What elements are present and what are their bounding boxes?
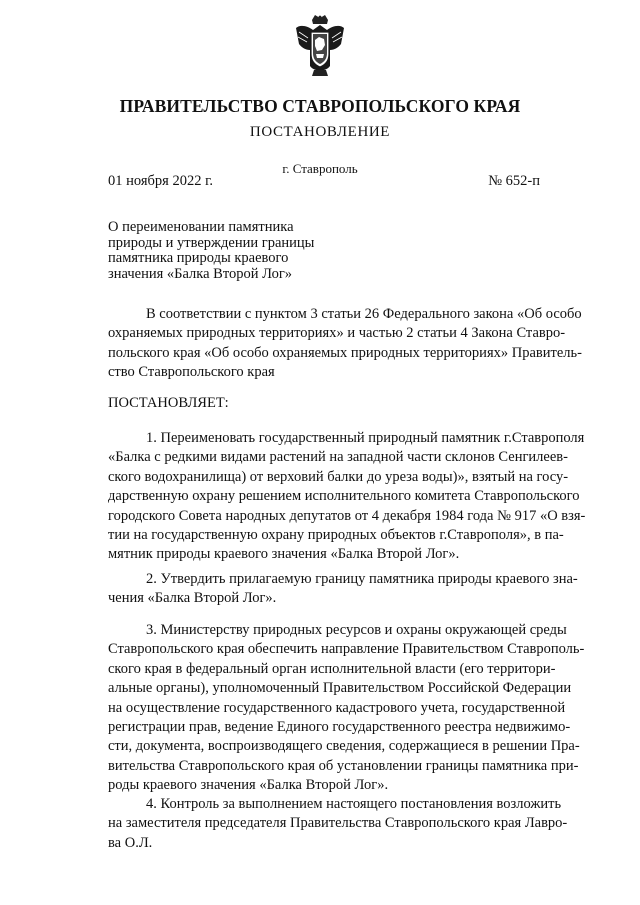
text-line: чения «Балка Второй Лог». [108, 590, 277, 607]
item-2 [108, 570, 578, 609]
text-line: «Балка с редкими видами растений на западной части склонов Сенгилеев- [108, 449, 568, 466]
text-line: 2. Утвердить прилагаемую границу памятника природы краевого зна- [146, 571, 578, 587]
text-line: 4. Контроль за выполнением настоящего постановления возложить [146, 796, 562, 812]
document-number: № 652-п [488, 173, 540, 189]
text-line: польского края «Об особо охраняемых природных территориях» Правитель- [108, 344, 582, 361]
text-line: тии на государственную охрану природных объектов г.Ставрополя», в па- [108, 526, 564, 543]
document-subject [108, 220, 348, 282]
text-line: городского Совета народных депутатов от 4 декабря 1984 года № 917 «О взя- [108, 507, 586, 524]
text-line: на осуществление государственного кадастрового учета, государственной [108, 699, 566, 716]
text-line: охраняемых природных территориях» и частью 2 статьи 4 Закона Ставро- [108, 325, 566, 342]
subject-line: О переименовании памятника [108, 219, 294, 235]
subject-line: значения «Балка Второй Лог» [108, 265, 293, 282]
text-line: ского края в федеральный орган исполнительной власти (его территори- [108, 660, 556, 677]
coat-of-arms-icon [294, 14, 346, 78]
text-line: ва О.Л. [108, 834, 153, 851]
text-line: сти, документа, воспроизводящего сведения, содержащиеся в решении Пра- [108, 738, 580, 755]
text-line: ского водохранилища) от верховий балки до уреза воды)», взятый на госу- [108, 468, 569, 485]
text-line: В соответствии с пунктом 3 статьи 26 Федерального закона «Об особо [146, 306, 582, 322]
item-4 [108, 795, 568, 853]
preamble [108, 305, 582, 383]
text-line: вительства Ставропольского края об установлении границы памятника при- [108, 757, 579, 774]
text-line: дарственную охрану решением исполнительного комитета Ставропольского [108, 488, 580, 505]
document-type: ПОСТАНОВЛЕНИЕ [249, 124, 391, 140]
text-line: ство Ставропольского края [108, 364, 275, 381]
document-date: 01 ноября 2022 г. [108, 173, 214, 189]
item-1 [108, 429, 586, 565]
resolve-heading: ПОСТАНОВЛЯЕТ: [108, 395, 229, 411]
text-line: альные органы), уполномоченный Правительством Российской Федерации [108, 680, 572, 697]
subject-line: памятника природы краевого [108, 250, 289, 266]
government-title: ПРАВИТЕЛЬСТВО СТАВРОПОЛЬСКОГО КРАЯ [119, 96, 521, 116]
text-line: Ставропольского края обеспечить направление Правительством Ставрополь- [108, 641, 585, 658]
text-line: регистрации прав, ведение Единого государственного реестра недвижимо- [108, 718, 571, 735]
text-line: на заместителя председателя Правительства Ставропольского края Лавро- [108, 815, 568, 832]
text-line: мятник природы краевого значения «Балка Второй Лог». [108, 546, 460, 563]
text-line: 3. Министерству природных ресурсов и охраны окружающей среды [146, 622, 567, 638]
city: г. Ставрополь [282, 161, 358, 176]
text-line: роды краевого значения «Балка Второй Лог». [108, 777, 389, 794]
item-3 [108, 621, 585, 796]
subject-line: природы и утверждении границы [108, 234, 315, 251]
text-line: 1. Переименовать государственный природный памятник г.Ставрополя [146, 430, 585, 446]
